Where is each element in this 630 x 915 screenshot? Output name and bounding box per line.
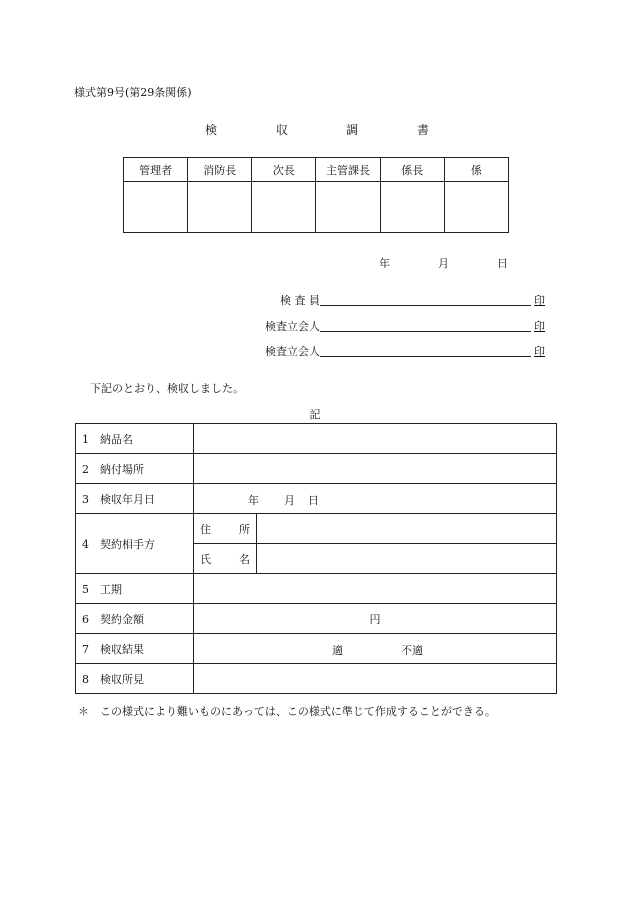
row-label-text: 工期	[100, 582, 122, 596]
signature-inspector	[257, 292, 545, 308]
row-label	[76, 634, 194, 664]
row-label-text: 検収結果	[100, 642, 144, 656]
row-label-text: 検収年月日	[100, 492, 155, 506]
document-title	[0, 121, 630, 137]
approval-stamp-cell[interactable]	[252, 182, 316, 233]
approval-stamp-cell[interactable]	[444, 182, 508, 233]
approval-stamp-cell[interactable]	[316, 182, 380, 233]
approval-stamp-cell[interactable]	[380, 182, 444, 233]
inspection-date-day: 日	[308, 494, 319, 507]
contractor-address-field[interactable]	[257, 514, 557, 544]
details-table	[75, 423, 557, 694]
sublabel-char: 名	[239, 552, 250, 566]
approval-header-section-chief: 主管課長	[316, 158, 380, 182]
row-label-text: 納付場所	[100, 462, 144, 476]
row-number: 4	[82, 537, 89, 551]
row-label	[76, 664, 194, 694]
row-number: 7	[82, 642, 89, 656]
table-row	[76, 574, 557, 604]
date-line	[0, 255, 630, 269]
table-row	[76, 634, 557, 664]
date-day: 日	[497, 257, 508, 270]
contractor-name-field[interactable]	[257, 544, 557, 574]
signature-label: 検査立会人	[265, 345, 320, 358]
delivery-place-field[interactable]	[194, 454, 557, 484]
approval-header-manager: 管理者	[124, 158, 188, 182]
row-label	[76, 514, 194, 574]
date-month: 月	[438, 257, 449, 270]
intro-text: 下記のとおり、検収しました。	[90, 382, 244, 395]
ki-heading: 記	[309, 408, 321, 421]
row-label-text: 契約相手方	[100, 537, 155, 551]
inspection-date-field[interactable]	[194, 484, 557, 514]
title-char: 書	[417, 123, 430, 137]
approval-header-deputy: 次長	[252, 158, 316, 182]
table-row	[76, 424, 557, 454]
sublabel-char: 所	[239, 522, 250, 536]
title-char: 調	[346, 123, 359, 137]
approval-table	[123, 157, 509, 233]
seal-mark: 印	[534, 320, 545, 333]
title-char: 収	[276, 123, 289, 137]
date-year: 年	[379, 257, 390, 270]
signature-witness-1	[257, 318, 545, 334]
sublabel-address	[194, 514, 257, 544]
approval-stamp-cell[interactable]	[124, 182, 188, 233]
row-label-text: 検収所見	[100, 672, 144, 686]
signature-label: 検査立会人	[265, 320, 320, 333]
approval-header-subsection-chief: 係長	[380, 158, 444, 182]
table-row	[76, 604, 557, 634]
signature-line[interactable]	[320, 305, 531, 306]
inspection-remarks-field[interactable]	[194, 664, 557, 694]
row-label	[76, 574, 194, 604]
approval-header-staff: 係	[444, 158, 508, 182]
seal-mark: 印	[534, 345, 545, 358]
form-number: 様式第9号(第29条関係)	[74, 86, 192, 99]
approval-stamp-cell[interactable]	[188, 182, 252, 233]
item-name-field[interactable]	[194, 424, 557, 454]
row-number: 5	[82, 582, 89, 596]
sublabel-name	[194, 544, 257, 574]
row-label	[76, 424, 194, 454]
yen-unit: 円	[369, 612, 381, 626]
approval-header-fire-chief: 消防長	[188, 158, 252, 182]
sublabel-char: 氏	[200, 552, 211, 566]
inspection-date-month: 月	[284, 494, 295, 507]
inspection-date-year: 年	[248, 494, 259, 507]
signature-line[interactable]	[320, 331, 531, 332]
signature-witness-2	[257, 343, 545, 359]
seal-mark: 印	[534, 294, 545, 307]
contract-amount-field[interactable]	[194, 604, 557, 634]
table-row	[76, 454, 557, 484]
row-label	[76, 484, 194, 514]
construction-period-field[interactable]	[194, 574, 557, 604]
result-option-pass[interactable]: 適	[332, 644, 343, 657]
table-row	[76, 664, 557, 694]
signature-label: 検 査 員	[280, 294, 320, 307]
row-number: 6	[82, 612, 89, 626]
row-label	[76, 604, 194, 634]
row-label	[76, 454, 194, 484]
table-row	[76, 514, 557, 544]
result-option-fail[interactable]: 不適	[401, 644, 423, 657]
title-char: 検	[205, 123, 218, 137]
row-label-text: 納品名	[100, 432, 133, 446]
row-number: 8	[82, 672, 89, 686]
row-number: 3	[82, 492, 89, 506]
row-label-text: 契約金額	[100, 612, 144, 626]
row-number: 1	[82, 432, 89, 446]
row-number: 2	[82, 462, 89, 476]
signature-line[interactable]	[320, 356, 531, 357]
inspection-result-field	[194, 634, 557, 664]
footnote: ＊ この様式により難いものにあっては、この様式に準じて作成することができる。	[78, 705, 496, 718]
sublabel-char: 住	[200, 522, 211, 536]
table-row	[76, 484, 557, 514]
